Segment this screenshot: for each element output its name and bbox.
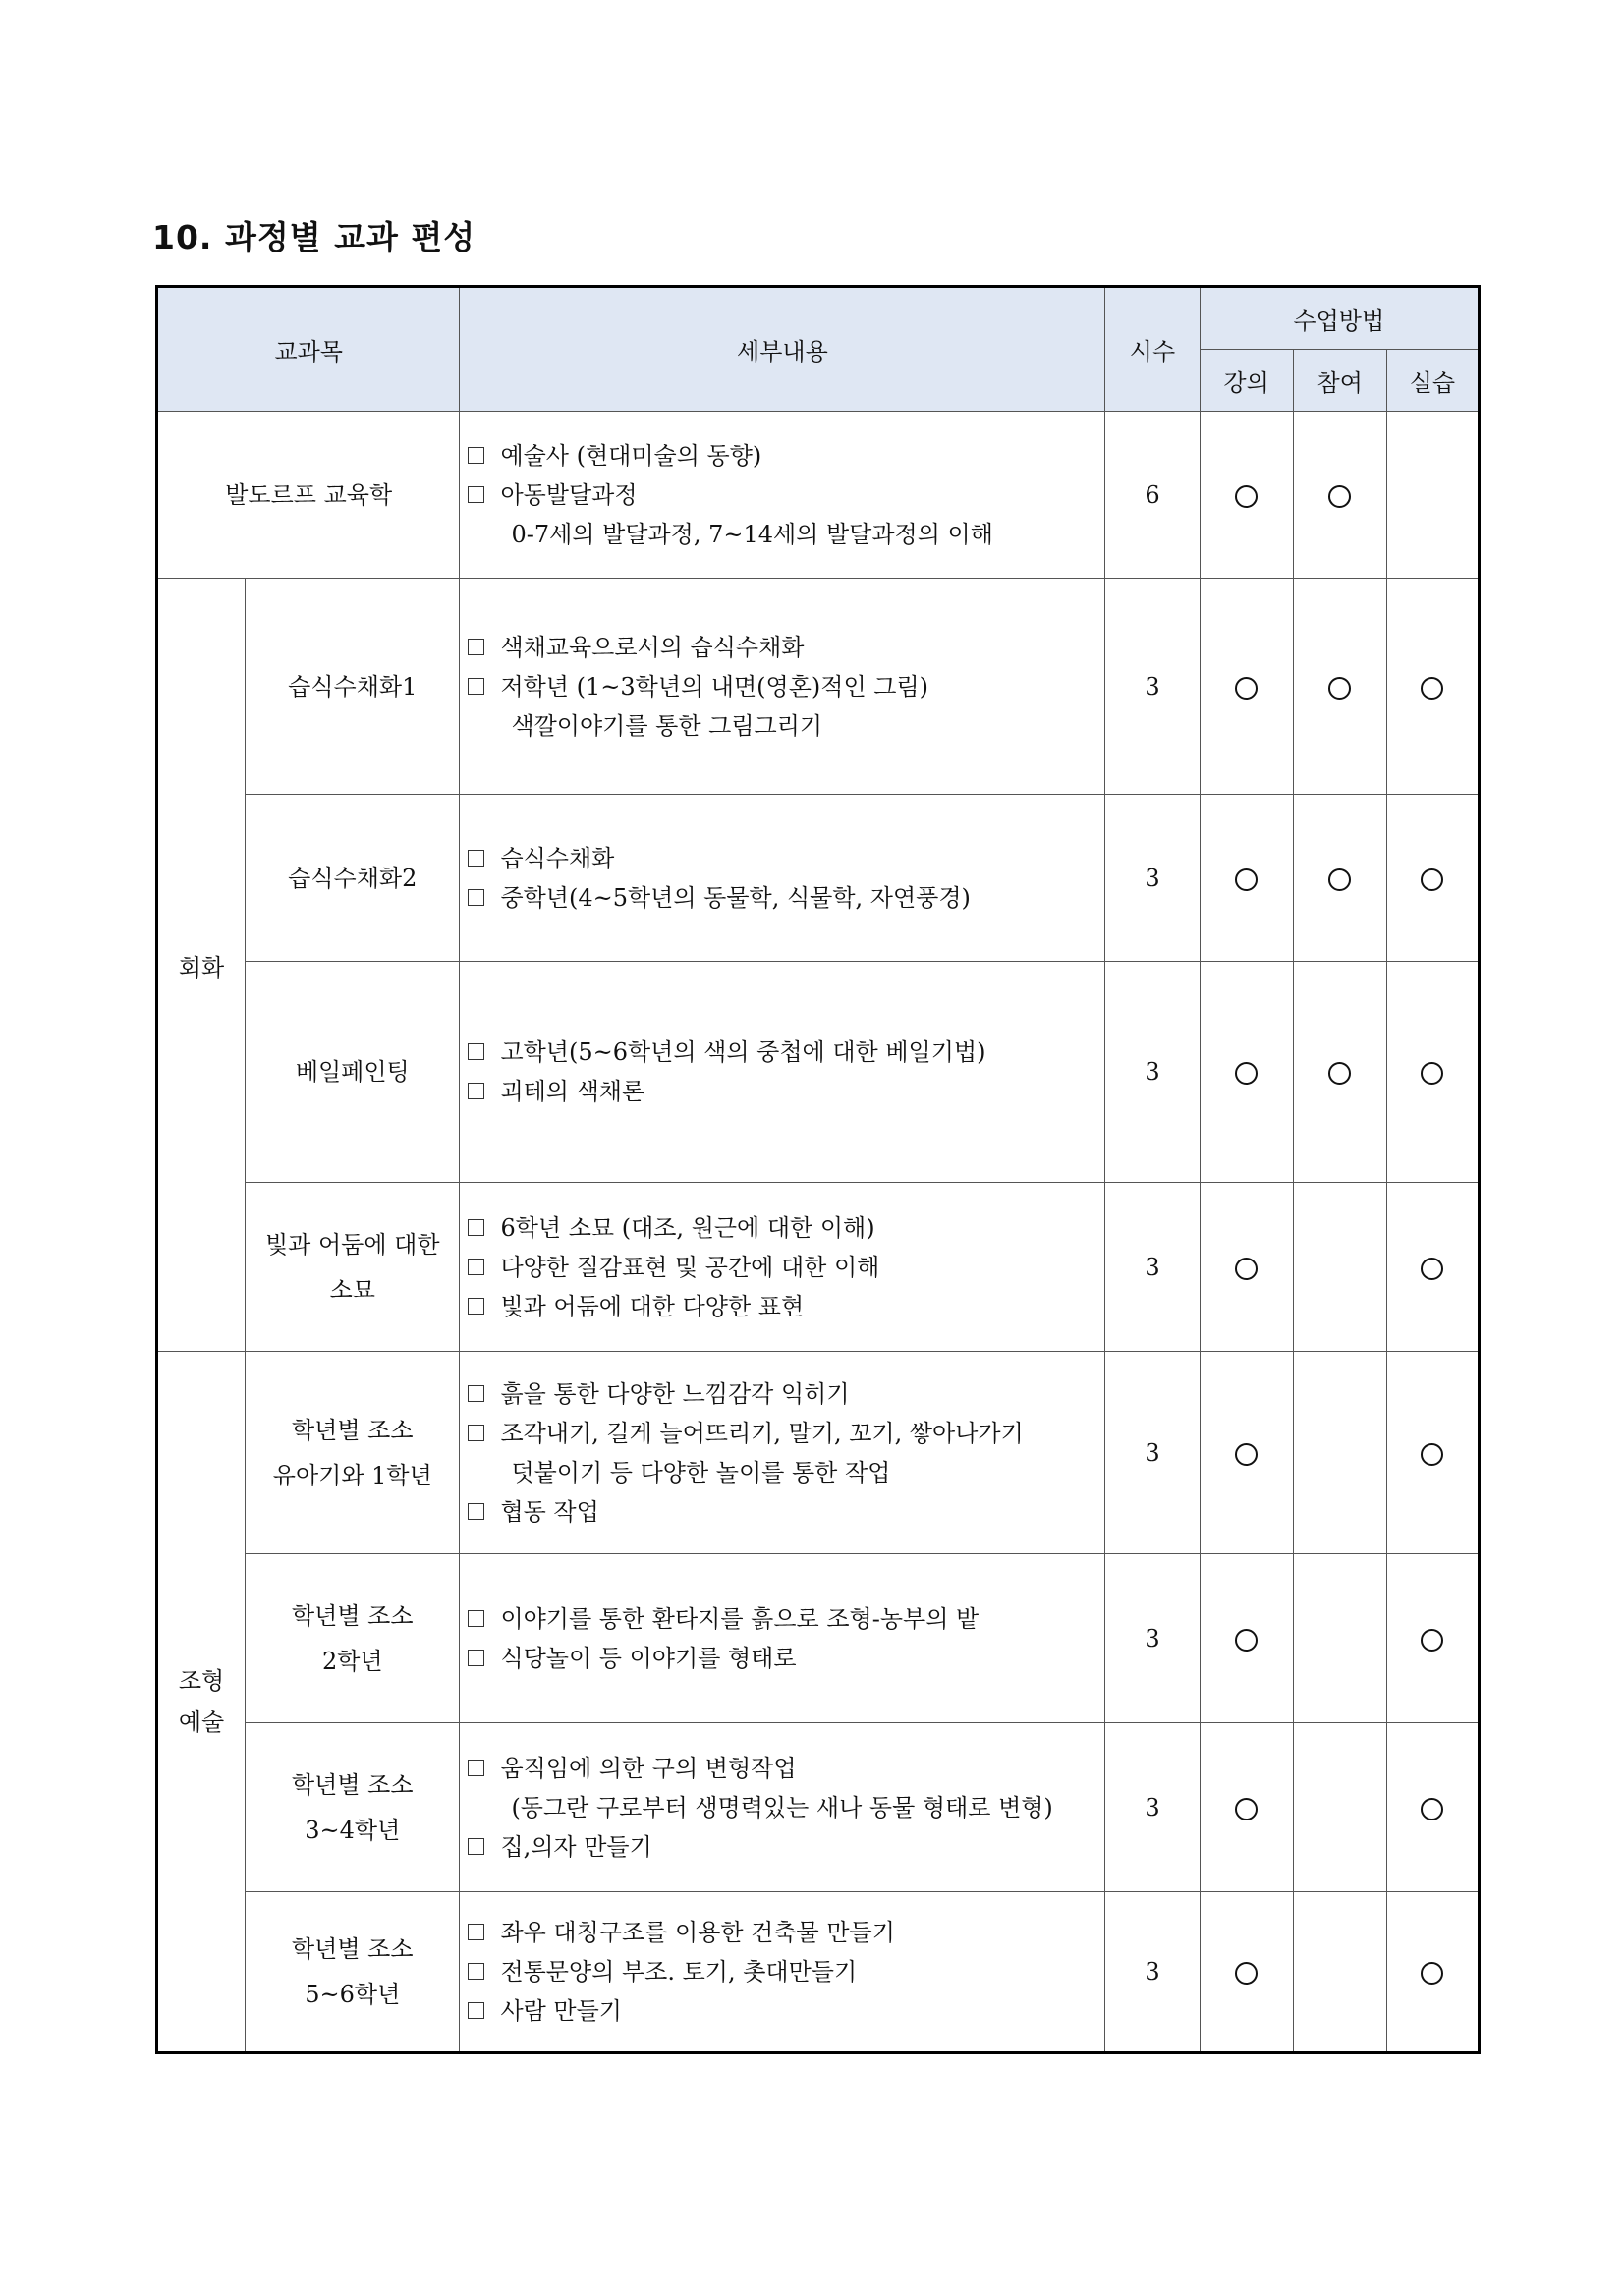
detail-text: 다양한 질감표현 및 공간에 대한 이해 bbox=[500, 1253, 880, 1281]
detail-line bbox=[468, 1033, 1096, 1072]
practice-cell bbox=[1386, 579, 1479, 795]
lecture-cell bbox=[1200, 1352, 1293, 1554]
practice-cell bbox=[1386, 1723, 1479, 1892]
circle-icon bbox=[1421, 868, 1443, 891]
detail-text: 조각내기, 길게 늘어뜨리기, 말기, 꼬기, 쌓아나가기 bbox=[500, 1419, 1024, 1447]
detail-line bbox=[468, 1248, 1096, 1287]
detail-text: 집,의자 만들기 bbox=[500, 1832, 652, 1861]
checkbox-icon bbox=[468, 486, 484, 503]
checkbox-icon bbox=[468, 1503, 484, 1520]
table-row bbox=[157, 1892, 1480, 2053]
detail-line bbox=[468, 515, 1096, 554]
detail-line bbox=[468, 1913, 1096, 1952]
detail-line bbox=[468, 1492, 1096, 1532]
detail-text: 0-7세의 발달과정, 7~14세의 발달과정의 이해 bbox=[511, 520, 993, 548]
table-row bbox=[157, 795, 1480, 962]
detail-line bbox=[468, 436, 1096, 476]
circle-icon bbox=[1235, 677, 1258, 700]
table-row bbox=[157, 1723, 1480, 1892]
checkbox-icon bbox=[468, 1043, 484, 1060]
detail-text: 습식수채화 bbox=[500, 844, 615, 872]
circle-icon bbox=[1235, 485, 1258, 508]
circle-icon bbox=[1235, 1062, 1258, 1085]
circle-icon bbox=[1328, 485, 1351, 508]
circle-icon bbox=[1421, 1798, 1443, 1820]
detail-line bbox=[468, 1374, 1096, 1414]
circle-icon bbox=[1235, 1629, 1258, 1652]
hours-cell: 3 bbox=[1105, 795, 1200, 962]
detail-text: 아동발달과정 bbox=[500, 480, 638, 509]
participation-cell bbox=[1293, 1554, 1386, 1723]
subject-line: 학년별 조소 bbox=[292, 1935, 414, 1963]
checkbox-icon bbox=[468, 1650, 484, 1666]
detail-line bbox=[468, 1287, 1096, 1326]
circle-icon bbox=[1421, 1258, 1443, 1280]
detail-line bbox=[468, 839, 1096, 878]
subject-cell bbox=[246, 1554, 460, 1723]
checkbox-icon bbox=[468, 1963, 484, 1980]
group-formative bbox=[157, 1352, 246, 2053]
detail-text: 6학년 소묘 (대조, 원근에 대한 이해) bbox=[500, 1213, 875, 1242]
subject-cell bbox=[246, 1352, 460, 1554]
detail-line bbox=[468, 1453, 1096, 1492]
detail-text: 덧붙이기 등 다양한 놀이를 통한 작업 bbox=[511, 1458, 891, 1486]
curriculum-table bbox=[155, 285, 1481, 2054]
group-formative-line2: 예술 bbox=[178, 1708, 225, 1736]
participation-cell bbox=[1293, 1183, 1386, 1352]
header-method: 수업방법 bbox=[1200, 287, 1479, 350]
detail-cell bbox=[460, 412, 1105, 579]
detail-cell bbox=[460, 1723, 1105, 1892]
checkbox-icon bbox=[468, 1760, 484, 1776]
checkbox-icon bbox=[468, 1385, 484, 1402]
header-hours: 시수 bbox=[1105, 287, 1200, 412]
detail-text: 이야기를 통한 환타지를 흙으로 조형-농부의 밭 bbox=[500, 1604, 980, 1633]
detail-text: 색채교육으로서의 습식수채화 bbox=[500, 633, 805, 661]
participation-cell bbox=[1293, 962, 1386, 1183]
subject-line: 발도르프 교육학 bbox=[225, 480, 393, 509]
subject-line: 습식수채화2 bbox=[288, 864, 418, 892]
subject-cell bbox=[246, 1183, 460, 1352]
detail-line bbox=[468, 1749, 1096, 1788]
detail-cell bbox=[460, 1183, 1105, 1352]
hours-cell: 6 bbox=[1105, 412, 1200, 579]
detail-line bbox=[468, 1072, 1096, 1111]
hours-cell: 3 bbox=[1105, 1723, 1200, 1892]
detail-text: 좌우 대칭구조를 이용한 건축물 만들기 bbox=[500, 1919, 895, 1946]
practice-cell bbox=[1386, 1183, 1479, 1352]
detail-text: 예술사 (현대미술의 동향) bbox=[500, 441, 762, 470]
checkbox-icon bbox=[468, 1838, 484, 1855]
lecture-cell bbox=[1200, 1723, 1293, 1892]
lecture-cell bbox=[1200, 795, 1293, 962]
subject-line: 학년별 조소 bbox=[292, 1770, 414, 1799]
lecture-cell bbox=[1200, 1892, 1293, 2053]
page-title: 10. 과정별 교과 편성 bbox=[152, 218, 476, 256]
detail-text: 전통문양의 부조. 토기, 촛대만들기 bbox=[500, 1958, 858, 1986]
detail-line bbox=[468, 1414, 1096, 1453]
table-row bbox=[157, 412, 1480, 579]
detail-text: 협동 작업 bbox=[500, 1497, 599, 1526]
circle-icon bbox=[1235, 1443, 1258, 1466]
participation-cell bbox=[1293, 412, 1386, 579]
header-detail: 세부내용 bbox=[460, 287, 1105, 412]
circle-icon bbox=[1328, 868, 1351, 891]
lecture-cell bbox=[1200, 412, 1293, 579]
detail-line bbox=[468, 476, 1096, 515]
detail-line bbox=[468, 1827, 1096, 1867]
subject-line: 빛과 어둠에 대한 bbox=[265, 1230, 440, 1259]
detail-cell bbox=[460, 1554, 1105, 1723]
detail-line bbox=[468, 706, 1096, 746]
subject-cell bbox=[246, 1723, 460, 1892]
circle-icon bbox=[1328, 1062, 1351, 1085]
detail-text: 중학년(4~5학년의 동물학, 식물학, 자연풍경) bbox=[500, 883, 971, 912]
subject-line: 3~4학년 bbox=[305, 1816, 401, 1844]
detail-line bbox=[468, 1208, 1096, 1248]
subject-line: 학년별 조소 bbox=[292, 1601, 414, 1630]
subject-line: 2학년 bbox=[321, 1647, 383, 1675]
detail-cell bbox=[460, 962, 1105, 1183]
practice-cell bbox=[1386, 795, 1479, 962]
checkbox-icon bbox=[468, 1425, 484, 1441]
header-lecture: 강의 bbox=[1200, 350, 1293, 412]
detail-line bbox=[468, 1639, 1096, 1678]
detail-text: 움직임에 의한 구의 변형작업 bbox=[500, 1754, 797, 1782]
participation-cell bbox=[1293, 1892, 1386, 2053]
circle-icon bbox=[1235, 1798, 1258, 1820]
table-row bbox=[157, 1183, 1480, 1352]
subject-line: 베일페인팅 bbox=[295, 1058, 410, 1086]
participation-cell bbox=[1293, 795, 1386, 962]
detail-text: 흙을 통한 다양한 느낌감각 익히기 bbox=[500, 1379, 850, 1408]
subject-line: 소묘 bbox=[329, 1275, 375, 1304]
subject-cell bbox=[246, 795, 460, 962]
group-painting: 회화 bbox=[157, 579, 246, 1352]
table-row bbox=[157, 579, 1480, 795]
detail-line bbox=[468, 878, 1096, 918]
checkbox-icon bbox=[468, 1083, 484, 1099]
detail-text: (동그란 구로부터 생명력있는 새나 동물 형태로 변형) bbox=[511, 1793, 1053, 1821]
subject-line: 습식수채화1 bbox=[288, 672, 418, 700]
checkbox-icon bbox=[468, 447, 484, 464]
circle-icon bbox=[1421, 1062, 1443, 1085]
subject-cell bbox=[246, 962, 460, 1183]
group-formative-line1: 조형 bbox=[178, 1667, 225, 1695]
detail-line bbox=[468, 1788, 1096, 1827]
table-row bbox=[157, 1352, 1480, 1554]
lecture-cell bbox=[1200, 1183, 1293, 1352]
participation-cell bbox=[1293, 1723, 1386, 1892]
practice-cell bbox=[1386, 962, 1479, 1183]
lecture-cell bbox=[1200, 579, 1293, 795]
subject-line: 학년별 조소 bbox=[292, 1416, 414, 1444]
detail-text: 사람 만들기 bbox=[500, 1997, 622, 2025]
detail-cell bbox=[460, 579, 1105, 795]
hours-cell: 3 bbox=[1105, 1352, 1200, 1554]
circle-icon bbox=[1421, 1443, 1443, 1466]
circle-icon bbox=[1328, 677, 1351, 700]
hours-cell: 3 bbox=[1105, 1554, 1200, 1723]
header-practice: 실습 bbox=[1386, 350, 1479, 412]
detail-text: 식당놀이 등 이야기를 형태로 bbox=[500, 1644, 797, 1672]
header-participation: 참여 bbox=[1293, 350, 1386, 412]
practice-cell bbox=[1386, 1554, 1479, 1723]
practice-cell bbox=[1386, 412, 1479, 579]
checkbox-icon bbox=[468, 1924, 484, 1940]
detail-line bbox=[468, 1952, 1096, 1991]
circle-icon bbox=[1235, 1258, 1258, 1280]
lecture-cell bbox=[1200, 1554, 1293, 1723]
detail-text: 저학년 (1~3학년의 내면(영혼)적인 그림) bbox=[500, 672, 929, 700]
detail-cell bbox=[460, 1352, 1105, 1554]
subject-cell bbox=[246, 579, 460, 795]
circle-icon bbox=[1235, 1962, 1258, 1985]
circle-icon bbox=[1235, 868, 1258, 891]
practice-cell bbox=[1386, 1352, 1479, 1554]
checkbox-icon bbox=[468, 2002, 484, 2019]
checkbox-icon bbox=[468, 1610, 484, 1627]
detail-line bbox=[468, 667, 1096, 706]
checkbox-icon bbox=[468, 1298, 484, 1315]
detail-text: 고학년(5~6학년의 색의 중첩에 대한 베일기법) bbox=[500, 1038, 986, 1066]
table-row bbox=[157, 1554, 1480, 1723]
hours-cell: 3 bbox=[1105, 1892, 1200, 2053]
hours-cell: 3 bbox=[1105, 962, 1200, 1183]
detail-text: 빛과 어둠에 대한 다양한 표현 bbox=[500, 1292, 805, 1320]
checkbox-icon bbox=[468, 639, 484, 655]
detail-line bbox=[468, 1599, 1096, 1639]
checkbox-icon bbox=[468, 1219, 484, 1236]
detail-cell bbox=[460, 795, 1105, 962]
circle-icon bbox=[1421, 677, 1443, 700]
subject-cell bbox=[246, 1892, 460, 2053]
detail-line bbox=[468, 1991, 1096, 2031]
table-row bbox=[157, 962, 1480, 1183]
participation-cell bbox=[1293, 1352, 1386, 1554]
detail-text: 색깔이야기를 통한 그림그리기 bbox=[511, 711, 823, 740]
detail-text: 괴테의 색채론 bbox=[500, 1078, 645, 1105]
lecture-cell bbox=[1200, 962, 1293, 1183]
subject-line: 유아기와 1학년 bbox=[272, 1461, 432, 1489]
checkbox-icon bbox=[468, 850, 484, 867]
subject-line: 5~6학년 bbox=[305, 1981, 401, 2008]
detail-cell bbox=[460, 1892, 1105, 2053]
practice-cell bbox=[1386, 1892, 1479, 2053]
circle-icon bbox=[1421, 1962, 1443, 1985]
circle-icon bbox=[1421, 1629, 1443, 1652]
checkbox-icon bbox=[468, 889, 484, 906]
checkbox-icon bbox=[468, 1259, 484, 1275]
checkbox-icon bbox=[468, 678, 484, 695]
hours-cell: 3 bbox=[1105, 1183, 1200, 1352]
subject-cell bbox=[157, 412, 460, 579]
participation-cell bbox=[1293, 579, 1386, 795]
hours-cell: 3 bbox=[1105, 579, 1200, 795]
detail-line bbox=[468, 628, 1096, 667]
header-subject: 교과목 bbox=[157, 287, 460, 412]
